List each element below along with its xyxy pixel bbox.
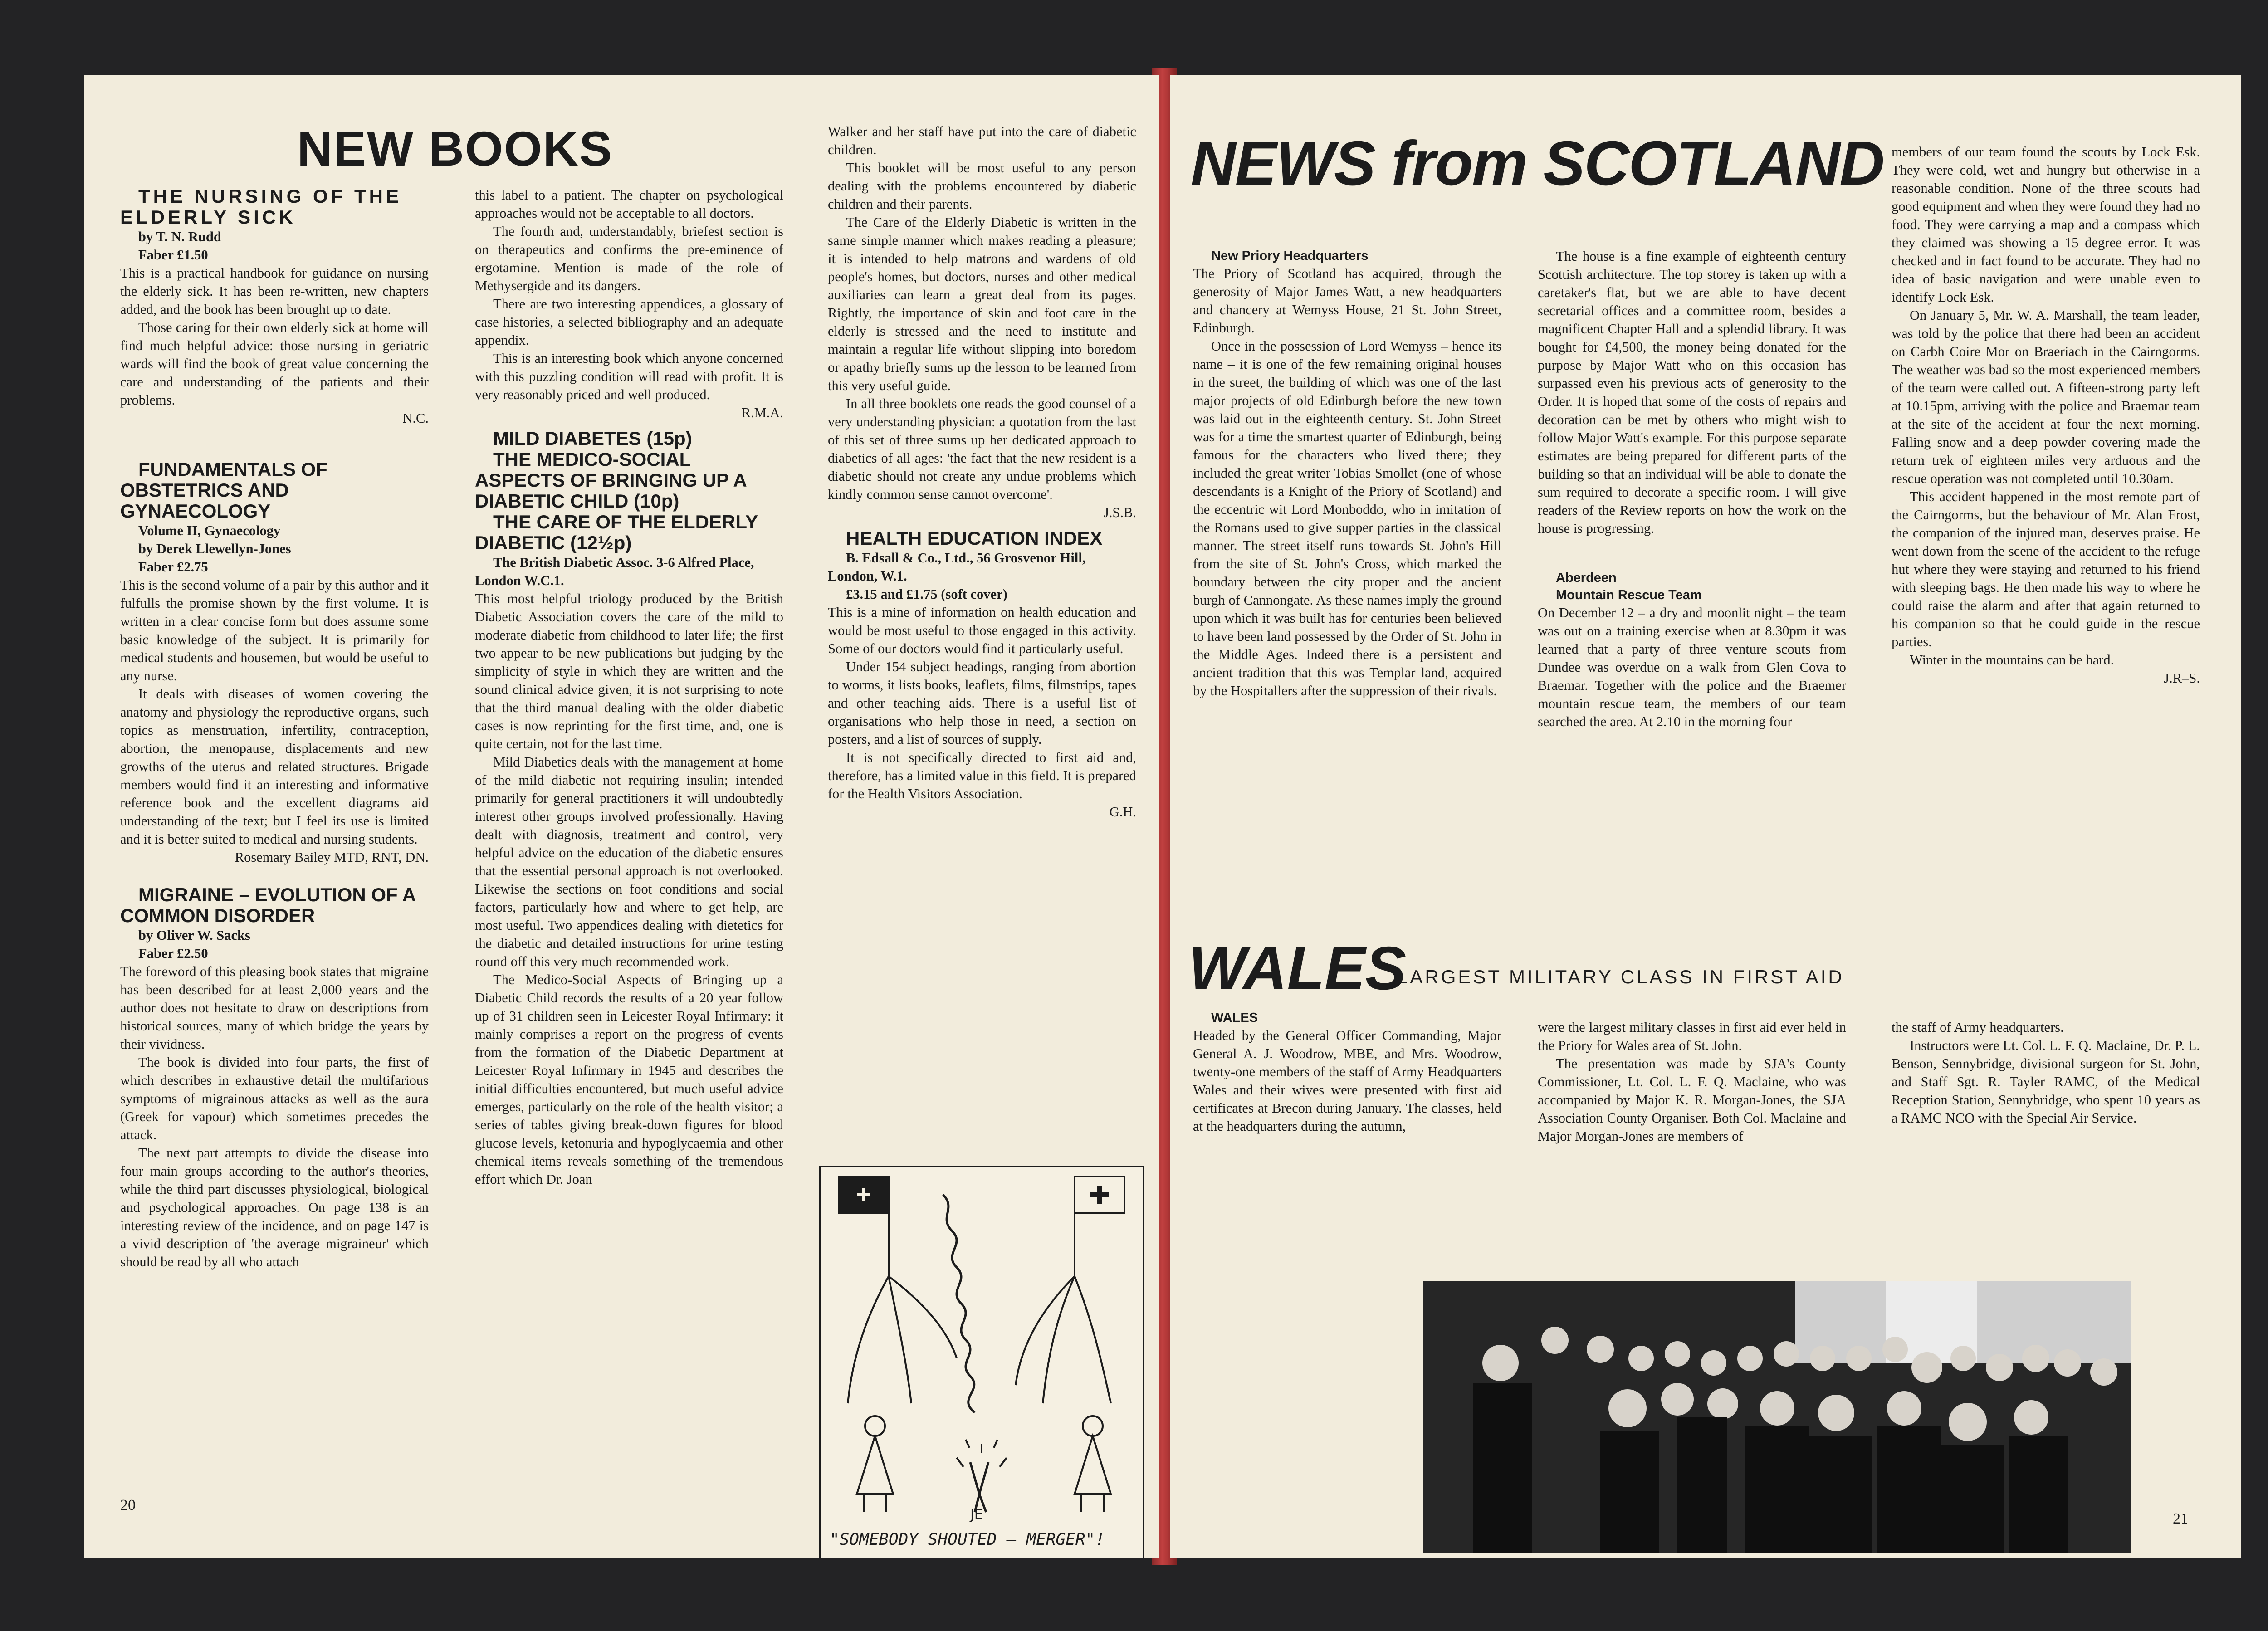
news-from-scotland-masthead: NEWS from SCOTLAND <box>1191 128 1884 198</box>
review-paragraph: It deals with diseases of women covering the anatomy and physiology the reproductive organs, such topics as menstruation, infertility, contraception, abortion, the menopause, displacements and new growths of the uterus and related structures. Brigade members would find it an interesting and informative reference book and the excellent diagrams aid understanding of the text; but I feel its use is limited and it is better suited to medical and nursing students. <box>120 686 429 847</box>
review-diabetes <box>475 428 783 1188</box>
article-paragraph: The house is a fine example of eighteenth century Scottish architecture. The top storey is taken up with a caretaker's flat, but we are able to have decent secretarial offices and a committee room, besides a magnificent Chapter Hall and a splendid library. It was bought for £4,500, the money being donated for the purpose by Major Watt who on this occasion has surpassed even his previous acts of generosity to the Order. It is hoped that some of the costs of repairs and decoration can be met by others who might wish to follow Major Watt's example. For this purpose separate estimates are being prepared for different parts of the building so that an individual will be able to donate the sum required to decorate a specific room. I will give readers of the Review reports on how the work on the house is progressing. <box>1538 249 1846 536</box>
review-title: MILD DIABETES (15p) <box>493 428 692 449</box>
review-paragraph: The book is divided into four parts, the first of which describes in exhaustive detail the multifarious symptoms of migrainous attacks as well as the aura (Greek for vapour) which sometimes precedes the attack. <box>120 1055 429 1143</box>
review-paragraph: This is an interesting book which anyone concerned with this puzzling condition will read with profit. It is very reasonably priced and well produced. <box>475 351 783 402</box>
review-paragraph: This is the second volume of a pair by this author and it fulfulls the promise shown by the first volume. It is written in a clear concise form but does assume some basic knowledge of the subject. It is primarily for medical students and housemen, but would be useful to any nurse. <box>120 577 429 684</box>
wales-column-1 <box>1193 1009 1501 1135</box>
cartoon-caption: "SOMEBODY SHOUTED – MERGER"! <box>830 1530 1105 1549</box>
brecon-group-photo <box>1423 1281 2131 1553</box>
article-paragraph: Instructors were Lt. Col. L. F. Q. Maclaine, Dr. P. L. Benson, Sennybridge, divisional surgeon for St. John, and Staff Sgt. R. Tayler RAMC, of the Medical Reception Station, Sennybridge, who spent 10 years as a RAMC NCO with the Special Air Service. <box>1892 1038 2200 1126</box>
review-publisher: The British Diabetic Assoc. 3-6 Alfred Place, London W.C.1. <box>475 555 754 588</box>
review-nursing <box>120 186 429 427</box>
review-author: by Derek Llewellyn-Jones <box>138 541 291 557</box>
section-heading: New Priory Headquarters <box>1211 249 1369 263</box>
review-title: THE CARE OF THE ELDERLY DIABETIC (12½p) <box>475 511 758 553</box>
review-signature: G.H. <box>1109 804 1136 820</box>
review-publisher: Faber £2.50 <box>138 946 208 961</box>
review-signature: R.M.A. <box>741 405 783 420</box>
article-paragraph: the staff of Army headquarters. <box>1892 1020 2064 1035</box>
article-paragraph: were the largest military classes in first aid ever held in the Priory for Wales area of St. John. <box>1538 1020 1846 1053</box>
review-migraine <box>120 884 429 1271</box>
review-paragraph: In all three booklets one reads the good counsel of a very understanding physician: a quotation from the last of this set of three sums up her dedicated approach to diabetics of all ages: 'the fact that the new resident is a diabetic should not create any undue problems which kindly common sense cannot overcome'. <box>828 396 1136 502</box>
review-paragraph: Mild Diabetics deals with the management at home of the mild diabetic not requiring insulin; intended primarily for general practitioners it will undoubtedly interest other groups involved professionally. Having dealt with diagnosis, treatment and control, very helpful advice on the education of the diabetic ensures that the essential personal approach is not overlooked. Likewise the sections on foot conditions and social factors, particularly how and where to get help, are most useful. Two appendices dealing with dietetics for the diabetic and detailed instructions for urine testing round off this very much recommended work. <box>475 754 783 969</box>
right-column-2 <box>1538 247 1846 731</box>
review-paragraph: This most helpful triology produced by the British Diabetic Association covers the care of the mild to moderate diabetic from childhood to later life; the first two appear to be new publications but judging by the simplicity of style in which they are written and the sound clinical advice given, it is not surprising to note that the third manual dealing with the older diabetic cases is now reprinting for the first time, and, one is quite certain, not for the last time. <box>475 591 783 752</box>
review-paragraph: It is not specifically directed to first aid and, therefore, has a limited value in this field. It is prepared for the Health Visitors Association. <box>828 750 1136 801</box>
review-health-education <box>828 528 1136 821</box>
review-obstetrics <box>120 459 429 866</box>
review-volume: Volume II, Gynaecology <box>138 523 281 538</box>
article-paragraph: The presentation was made by SJA's County Commissioner, Lt. Col. L. F. Q. Maclaine, who was accompanied by Major K. R. Morgan-Jones, the SJA Association County Organiser. Both Col. Maclaine and Major Morgan-Jones are members of <box>1538 1056 1846 1144</box>
review-paragraph: Under 154 subject headings, ranging from abortion to worms, it lists books, leaflets, films, filmstrips, tapes and other teaching aids. There is a useful list of organisations who help those in need, a section on posters, and a list of sources of supply. <box>828 659 1136 747</box>
review-signature: J.S.B. <box>1103 505 1136 520</box>
review-paragraph: this label to a patient. The chapter on psychological approaches would not be acceptable to all doctors. <box>475 187 783 221</box>
wales-masthead: WALES <box>1188 934 1407 1002</box>
review-paragraph: There are two interesting appendices, a glossary of case histories, a selected bibliography and an adequate appendix. <box>475 296 783 348</box>
left-column-2 <box>475 186 783 1188</box>
review-author: by Oliver W. Sacks <box>138 928 250 943</box>
review-paragraph: The Care of the Elderly Diabetic is written in the same simple manner which makes reading a pleasure; it is intended to help matrons and wardens of old people's homes, but doctors, nurses and other medical auxiliaries can learn a great deal from its pages. Rightly, the importance of skin and foot care in the elderly is stressed and the need to institute and maintain a regular life without slipping into boredom or apathy briefly sums up the lesson to be learned from this very useful guide. <box>828 215 1136 393</box>
right-column-1 <box>1193 247 1501 700</box>
review-paragraph: The foreword of this pleasing book states that migraine has been described for at least 2,000 years and the author does not hesitate to draw on descriptions from historical sources, many of which bridge the years by their vividness. <box>120 964 429 1052</box>
cartoon-drawing <box>821 1167 1143 1558</box>
article-paragraph: On December 12 – a dry and moonlit night – the team was out on a training exercise when at 8.30pm it was learned that a party of three venture scouts from Dundee was overdue on a walk from Glen Cova to Braemar. Together with the police and the Braemer mountain rescue team, the members of our team searched the area. At 2.10 in the morning four <box>1538 605 1846 729</box>
article-paragraph: members of our team found the scouts by Lock Esk. They were cold, wet and hungry but otherwise in a reasonable condition. None of the three scouts had good equipment and when they were found they had no food. They were carrying a map and a compass which they claimed was showing a 15 degree error. It was checked and in fact found to be accurate. They had no idea of basic navigation and were unable even to identify Lock Esk. <box>1892 144 2200 305</box>
article-paragraph: This accident happened in the most remote part of the Cairngorms, but the behaviour of Mr. Alan Frost, the companion of the injured man, deserves praise. He went down from the scene of the accident to the refuge hut where they were staying and returned to his friend with sleeping bags. He then made his way to where he could raise the alarm and after that again returned to his companion so that he could guide in the rescue parties. <box>1892 489 2200 649</box>
article-paragraph: The Priory of Scotland has acquired, through the generosity of Major James Watt, a new headquarters and chancery at Wemyss House, 21 St. John Street, Edinburgh. <box>1193 266 1501 336</box>
review-publisher: B. Edsall & Co., Ltd., 56 Grosvenor Hill, London, W.1. <box>828 550 1086 584</box>
review-title: FUNDAMENTALS OF OBSTETRICS AND GYNAECOLOGY <box>120 459 327 522</box>
section-heading: Mountain Rescue Team <box>1556 588 1702 602</box>
right-column-3 <box>1892 143 2200 687</box>
review-paragraph: Those caring for their own elderly sick at home will find much helpful advice: those nursing in geriatric wards will find the book of great value concerning the care and understanding of the patients and their problems. <box>120 320 429 408</box>
article-paragraph: Winter in the mountains can be hard. <box>1910 652 2114 668</box>
article-paragraph: Headed by the General Officer Commanding, Major General A. J. Woodrow, MBE, and Mrs. Woodrow, twenty-one members of the staff of Army Headquarters Wales and their wives were presented with first aid certificates at Brecon during January. The classes, held at the headquarters during the autumn, <box>1193 1028 1501 1134</box>
review-title: HEALTH EDUCATION INDEX <box>846 527 1103 549</box>
article-paragraph: Once in the possession of Lord Wemyss – hence its name – it is one of the few remaining original houses in the street, the building of which was one of the last major projects of old Edinburgh before the new town was laid out in the eighteenth century. St. John Street was for a time the smartest quarter of Edinburgh, being famous for the characters who lived there; they included the great writer Tobias Smollet (one of whose descendants is a Knight of the Priory of Scotland) and the eccentric wit Lord Monboddo, who in imitation of the Romans used to give supper parties in the classical manner. The street itself runs towards St. John's Hill from the site of St. John's Cross, which marked the boundary between the city proper and the ancient burgh of Cannongate. As these names imply the ground upon which it was built has for centuries been believed to have been land possessed by the Order of St. John in the Middle Ages. Indeed there is a persistent and ancient tradition that this was Templar land, acquired by the Hospitallers after the suppression of their rivals. <box>1193 338 1501 698</box>
cartoon-initials: JE <box>970 1507 983 1523</box>
review-paragraph: The Medico-Social Aspects of Bringing up a Diabetic Child records the results of a 20 year follow up of 31 children seen in Leicester Royal Infirmary: it mainly comprises a report on the progress of events from the formation of the Diabetic Department at Leicester Royal Infirmary in 1945 and describes the initial difficulties encountered, but much useful advice emerges, particularly on the role of the health visitor; a series of tables giving break-down figures for blood glucose levels, ketonuria and hypoglycaemia and other chemical items reveals something of the tremendous effort which Dr. Joan <box>475 972 783 1187</box>
review-signature: N.C. <box>402 410 429 426</box>
page-number: 20 <box>120 1497 136 1514</box>
review-author: by T. N. Rudd <box>138 229 221 244</box>
page-number: 21 <box>2173 1510 2188 1527</box>
review-paragraph: Walker and her staff have put into the care of diabetic children. <box>828 124 1136 157</box>
merger-cartoon <box>819 1166 1144 1558</box>
article-paragraph: On January 5, Mr. W. A. Marshall, the team leader, was told by the police that there had been an accident on Carbh Coire Mor on Braeriach in the Cairngorms. The weather was bad so the most experienced members of the team were called out. A fifteen-strong party left at 10.15pm, arriving with the police and Braemar team at the site of the accident at four the next morning. Falling snow and a deep powder covering made the return trek of eighteen miles very arduous and the rescue operation was not completed until 10.30am. <box>1892 308 2200 486</box>
review-title: THE NURSING OF THE ELDERLY SICK <box>120 186 402 228</box>
section-heading: Aberdeen <box>1556 571 1617 585</box>
review-publisher: Faber £2.75 <box>138 559 208 575</box>
article-signature: J.R–S. <box>2164 670 2200 686</box>
review-price: £3.15 and £1.75 (soft cover) <box>846 586 1007 602</box>
wales-column-2 <box>1538 1018 1846 1145</box>
review-paragraph: The fourth and, understandably, briefest section is on therapeutics and confirms the pre-eminence of ergotamine. Mention is made of the role of Methysergide and its dangers. <box>475 224 783 293</box>
review-title: THE MEDICO-SOCIAL ASPECTS OF BRINGING UP A DIABETIC CHILD (10p) <box>475 449 747 512</box>
left-page <box>84 75 1159 1558</box>
review-paragraph: This booklet will be most useful to any person dealing with the problems encountered by diabetic children and their parents. <box>828 160 1136 212</box>
wales-column-3 <box>1892 1018 2200 1127</box>
right-page <box>1170 75 2241 1558</box>
wales-subtitle: LARGEST MILITARY CLASS IN FIRST AID <box>1397 966 1844 987</box>
photo-group-figures <box>1423 1281 2131 1553</box>
review-paragraph: This is a mine of information on health education and would be most useful to those engaged in this activity. Some of our doctors would find it particularly useful. <box>828 605 1136 656</box>
left-column-1 <box>120 186 429 1271</box>
new-books-masthead: NEW BOOKS <box>297 121 613 176</box>
review-paragraph: This is a practical handbook for guidance on nursing the elderly sick. It has been re-written, new chapters added, and the book has been brought up to date. <box>120 265 429 317</box>
review-signature: Rosemary Bailey MTD, RNT, DN. <box>235 850 429 865</box>
review-title: MIGRAINE – EVOLUTION OF A COMMON DISORDER <box>120 884 415 926</box>
review-publisher: Faber £1.50 <box>138 247 208 263</box>
review-paragraph: The next part attempts to divide the disease into four main groups according to the author's theories, while the third part discusses physiological, biological and psychological approaches. On page 138 is an interesting review of the incidence, and on page 147 is a vivid description of 'the average migraineur' which should be read by all who attach <box>120 1145 429 1270</box>
section-heading: WALES <box>1211 1011 1258 1025</box>
left-column-3 <box>828 122 1136 821</box>
